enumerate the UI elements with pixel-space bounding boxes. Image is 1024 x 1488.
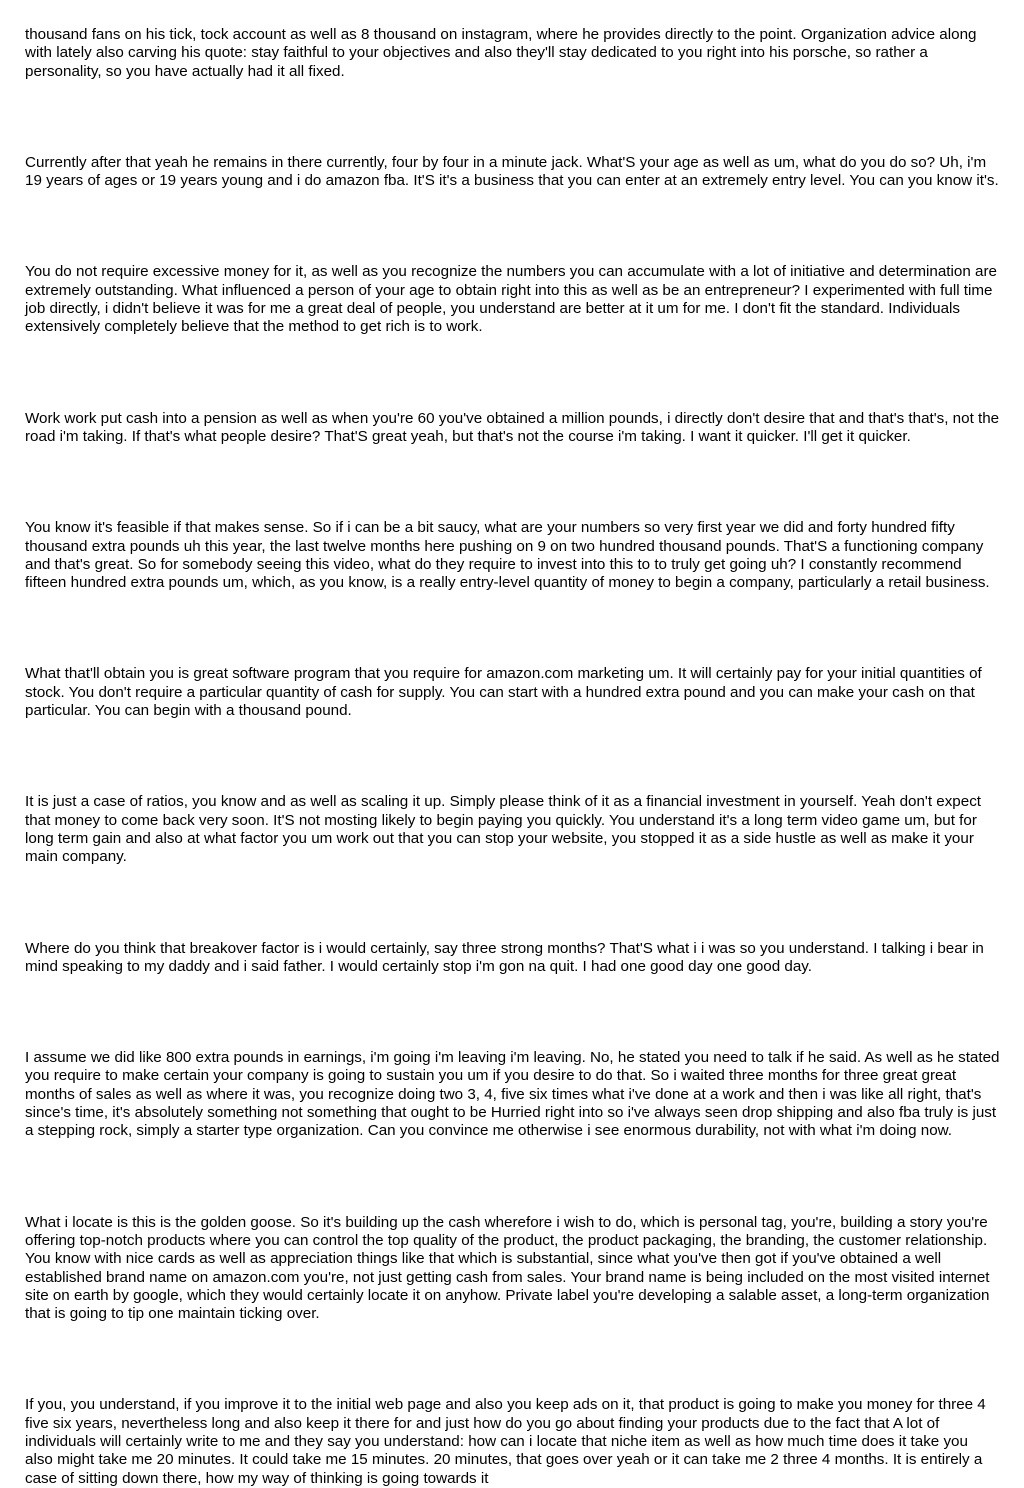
paragraph: What that'll obtain you is great software program that you require for amazon.com marketing um. It will certainly pay for your initial quantities of stock. You don't require a particular quantity of cash for supply. You can start with a hundred extra pound and you can make your cash on that particular. You can begin with a thousand pound. bbox=[25, 665, 982, 720]
paragraph: It is just a case of ratios, you know and as well as scaling it up. Simply please think of it as a financial investment in yourself. Yeah don't expect that money to come back very soon. It'S not mosting likely to begin paying you quickly. You understand it's a long term video game um, but for long term gain and also at what factor you um work out that you can stop your website, you stopped it as a side hustle as well as make it your main company. bbox=[25, 793, 982, 866]
paragraph: You do not require excessive money for it, as well as you recognize the numbers you can accumulate with a lot of initiative and determination are extremely outstanding. What influenced a person of your age to obtain right into this as well as be an entrepreneur? I experimented with full time job directly, i didn't believe it was for me a great deal of people, you understand are better at it um for me. I don't fit the standard. Individuals extensively completely believe that the method to get rich is to work. bbox=[25, 263, 997, 336]
paragraph: What i locate is this is the golden goose. So it's building up the cash wherefore i wish to do, which is personal tag, you're, building a story you're offering top-notch products where you can control the top quality of the product, the product packaging, the branding, the customer relationship. You know with nice cards as well as appreciation things like that which is substantial, since what you've then got if you've obtained a well established brand name on amazon.com you're, not just getting cash from sales. Your brand name is being included on the most visited internet site on earth by google, which they would certainly locate it on anyhow. Private label you're developing a salable asset, a long-term organization that is going to tip one maintain ticking over. bbox=[25, 1213, 990, 1323]
paragraph: If you, you understand, if you improve it to the initial web page and also you keep ads on it, that product is going to make you money for three 4 five six years, nevertheless long and also keep it there for and just how do you go about finding your products due to the fact that A lot of individuals will certainly write to me and they say you understand: how can i locate that niche item as well as how much time does it take you also might take me 20 minutes. It could take me 15 minutes. 20 minutes, that goes over yeah or it can take me 2 three 4 months. It is entirely a case of sitting down there, how my way of thinking is going towards it bbox=[25, 1396, 986, 1487]
paragraph: Work work put cash into a pension as well as when you're 60 you've obtained a million pounds, i directly don't desire that and that's that's, not the road i'm taking. If that's what people desire? That'S great yeah, but that's not the course i'm taking. I want it quicker. I'll get it quicker. bbox=[25, 409, 1000, 445]
paragraph: I assume we did like 800 extra pounds in earnings, i'm going i'm leaving i'm leaving. No, he stated you need to talk if he said. As well as he stated you require to make certain your company is going to sustain you um if you desire to do that. So i waited three months for three great great months of sales as well as where it was, you recognize doing two 3, 4, five six times what i've done at a work and then i was like all right, that's since's time, it's absolutely something not something that ought to be Hurried right into so i've always seen drop shipping and also fba truly is just a stepping rock, simply a starter type organization. Can you convince me otherwise i see enormous durability, not with what i'm doing now. bbox=[25, 1049, 1000, 1140]
paragraph: Currently after that yeah he remains in there currently, four by four in a minute jack. What'S your age as well as um, what do you do so? Uh, i'm 19 years of ages or 19 years young and i do amazon fba. It'S it's a business that you can enter at an extremely entry level. You can you know it's. bbox=[25, 153, 999, 190]
paragraph: thousand fans on his tick, tock account as well as 8 thousand on instagram, where he provides directly to the point. Organization advice along with lately also carving his quote: stay faithful to your objectives and also they'll stay dedicated to you right into his porsche, so rather a personality, so you have actually had it all fixed. bbox=[25, 26, 977, 80]
paragraph: Where do you think that breakover factor is i would certainly, say three strong months? That'S what i i was so you understand. I talking i bear in mind speaking to my daddy and i said father. I would certainly stop i'm gon na quit. I had one good day one good day. bbox=[25, 939, 984, 975]
document-page bbox=[25, 26, 1000, 1488]
paragraph: You know it's feasible if that makes sense. So if i can be a bit saucy, what are your numbers so very first year we did and forty hundred fifty thousand extra pounds uh this year, the last twelve months here pushing on 9 on two hundred thousand pounds. That'S a functioning company and that's great. So for somebody seeing this video, what do they require to invest into this to to truly get going uh? I constantly recommend fifteen hundred extra pounds um, which, as you know, is a really entry-level quantity of money to begin a company, particularly a retail business. bbox=[25, 519, 990, 592]
